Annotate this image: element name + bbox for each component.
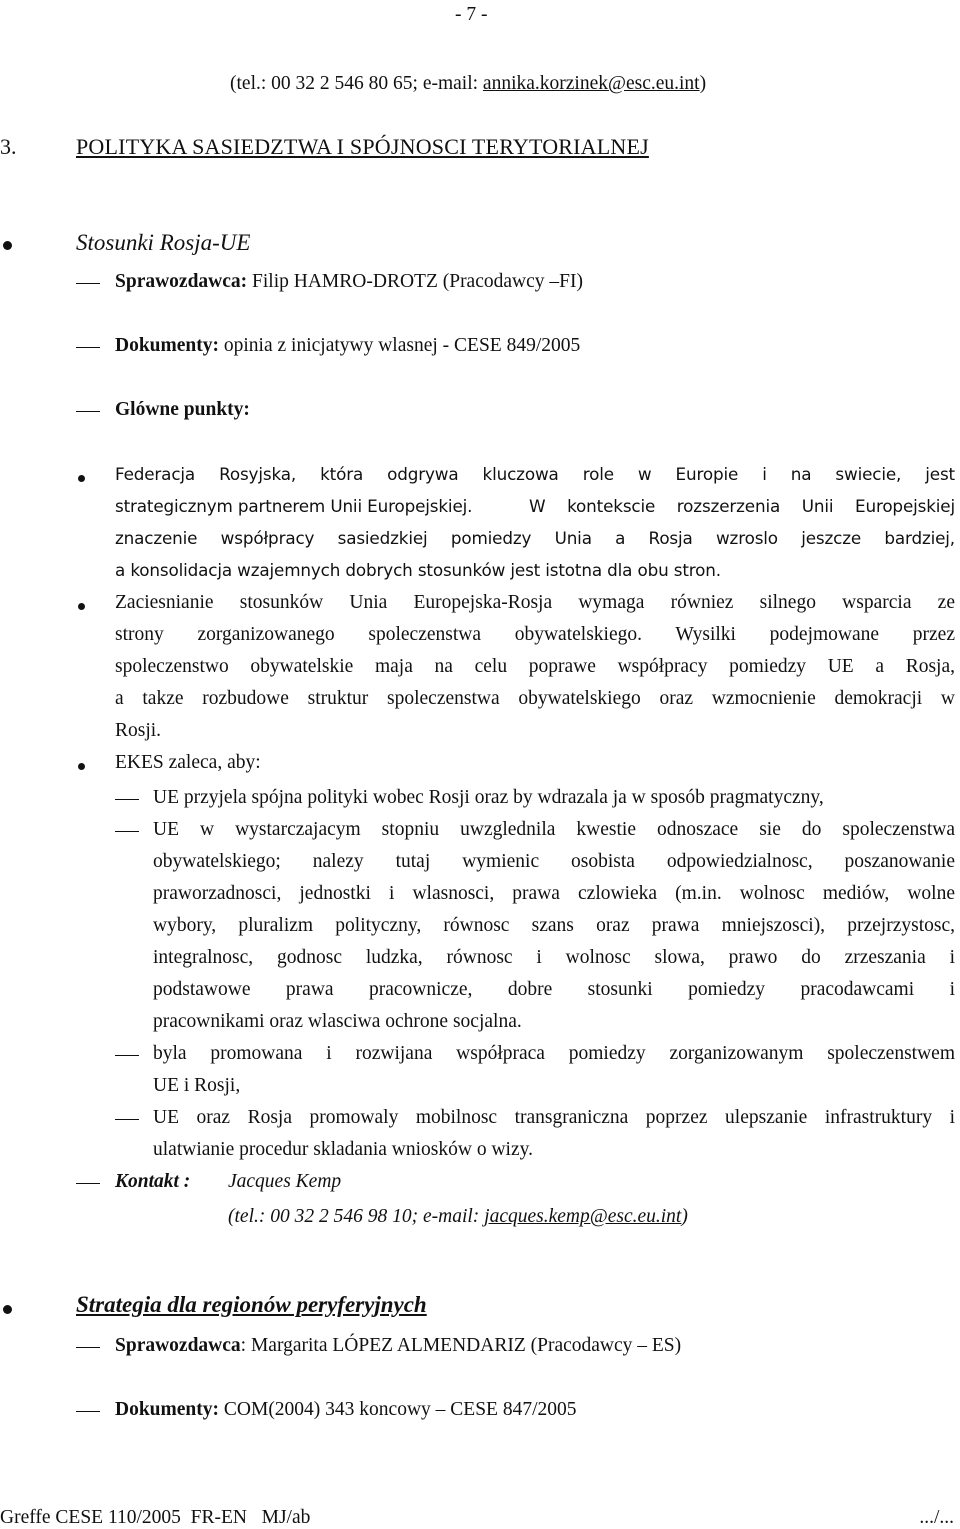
recommendation-line: UE oraz Rosja promowaly mobilnosc transgraniczna poprzez ulepszanie infrastruktury i <box>153 1107 955 1128</box>
topic2-rapporteur <box>115 1335 681 1357</box>
rapporteur-label: Sprawozdawca: <box>115 271 248 292</box>
rapporteur-value: Margarita LÓPEZ ALMENDARIZ (Pracodawcy – ES) <box>250 1335 682 1356</box>
dash-icon <box>115 799 139 800</box>
dash-icon <box>76 1183 100 1184</box>
topic2-title: Strategia dla regionów peryferyjnych <box>76 1292 427 1317</box>
topic1-rapporteur <box>115 271 583 293</box>
p1b-tail: W kontekscie rozszerzenia Unii Europejskiej <box>529 496 955 516</box>
page-number: - 7 - <box>455 4 488 25</box>
dash-icon <box>76 347 100 348</box>
topic1-documents <box>115 335 580 357</box>
section-number: 3. <box>0 134 17 159</box>
documents-value: COM(2004) 343 koncowy – CESE 847/2005 <box>223 1399 577 1420</box>
documents-label: Dokumenty: <box>115 335 220 356</box>
rapporteur-label: Sprawozdawca <box>115 1335 241 1356</box>
p1b-line: a konsolidacja wzajemnych dobrych stosunków jest istotna dla obu stron. <box>115 560 721 580</box>
eesc-intro: EKES zaleca, aby: <box>115 752 261 773</box>
footer-right: .../... <box>919 1507 954 1528</box>
p1-line: Federacja Rosyjska, która odgrywa kluczowa role w Europie i na swiecie, jest <box>115 464 955 484</box>
recommendation-line: integralnosc, godnosc ludzka, równosc i wolnosc slowa, prawo do zrzeszania i <box>153 947 955 968</box>
p2-line: Zaciesnianie stosunków Unia Europejska-Rosja wymaga równiez silnego wsparcia ze <box>115 592 955 613</box>
recommendation-line: byla promowana i rozwijana współpraca pomiedzy zorganizowanym spoleczenstwem <box>153 1043 955 1064</box>
recommendation-line: podstawowe prawa pracownicze, dobre stosunki pomiedzy pracodawcami i <box>153 979 955 1000</box>
top-contact-email[interactable]: annika.korzinek@esc.eu.int <box>482 73 700 94</box>
top-contact-suffix: ) <box>699 73 707 94</box>
dash-icon <box>76 411 100 412</box>
recommendation-line: ulatwianie procedur skladania wniosków o wizy. <box>153 1139 533 1160</box>
contact-name: Jacques Kemp <box>228 1171 342 1192</box>
recommendation-line: UE i Rosji, <box>153 1075 241 1096</box>
dash-icon <box>76 1411 100 1412</box>
dash-icon <box>115 1119 139 1120</box>
bullet-icon <box>78 603 85 610</box>
documents-value: opinia z inicjatywy wlasnej - CESE 849/2005 <box>223 335 581 356</box>
contact-prefix: (tel.: 00 32 2 546 98 10; e-mail: <box>228 1206 485 1227</box>
topic1-title: Stosunki Rosja-UE <box>76 230 251 255</box>
bullet-icon <box>78 763 85 770</box>
p1b-line: znaczenie współpracy sasiedzkiej pomiedzy Unia a Rosja wzroslo jeszcze bardziej, <box>115 528 955 548</box>
recommendation-line: wybory, pluralizm polityczny, równosc szans oraz prawa mniejszosci), przejrzystosc, <box>153 915 955 936</box>
dash-icon <box>76 283 100 284</box>
p1-line <box>115 496 472 516</box>
footer-left: Greffe CESE 110/2005 FR-EN MJ/ab <box>0 1507 311 1528</box>
main-points-label: Glówne punkty: <box>115 399 250 420</box>
recommendation-line: pracownikami oraz wlasciwa ochrone socjalna. <box>153 1011 522 1032</box>
p2-line: a takze rozbudowe struktur spoleczenstwa obywatelskiego oraz wzmocnienie demokracji w <box>115 688 955 709</box>
dash-icon <box>76 1347 100 1348</box>
p2-line: strony zorganizowanego spoleczenstwa obywatelskiego. Wysilki podejmowane przez <box>115 624 955 645</box>
p2-line: Rosji. <box>115 720 162 741</box>
top-contact-line <box>230 73 706 95</box>
recommendation-line: UE przyjela spójna polityki wobec Rosji oraz by wdrazala ja w sposób pragmatyczny, <box>153 787 824 808</box>
contact-label: Kontakt : <box>115 1171 191 1192</box>
documents-label: Dokumenty: <box>115 1399 220 1420</box>
bullet-icon <box>78 475 85 482</box>
section-title: POLITYKA SASIEDZTWA I SPÓJNOSCI TERYTORIALNEJ <box>76 134 649 159</box>
p2-line: spoleczenstwo obywatelskie maja na celu poprawe współpracy pomiedzy UE a Rosja, <box>115 656 955 677</box>
topic2-documents <box>115 1399 577 1421</box>
rapporteur-value: Filip HAMRO-DROTZ (Pracodawcy –FI) <box>252 271 583 292</box>
recommendation-line: UE w wystarczajacym stopniu uwzglednila kwestie odnoszace sie do spoleczenstwa <box>153 819 955 840</box>
contact-email[interactable]: jacques.kemp@esc.eu.int <box>484 1206 682 1227</box>
contact-suffix: ) <box>681 1206 688 1227</box>
bullet-icon <box>3 1305 12 1314</box>
dash-icon <box>115 1055 139 1056</box>
p1-line-start: strategicznym partnerem Unii Europejskiej. <box>115 496 473 516</box>
bullet-icon <box>3 241 12 250</box>
recommendation-line: praworzadnosci, jednostki i wlasnosci, prawa czlowieka (m.in. wolnosc mediów, wolne <box>153 883 955 904</box>
recommendation-line: obywatelskiego; nalezy tutaj wymienic osobista odpowiedzialnosc, poszanowanie <box>153 851 955 872</box>
rapporteur-colon: : <box>240 1335 247 1356</box>
top-contact-prefix: (tel.: 00 32 2 546 80 65; e-mail: <box>230 73 483 94</box>
dash-icon <box>115 831 139 832</box>
contact-line <box>228 1206 688 1228</box>
